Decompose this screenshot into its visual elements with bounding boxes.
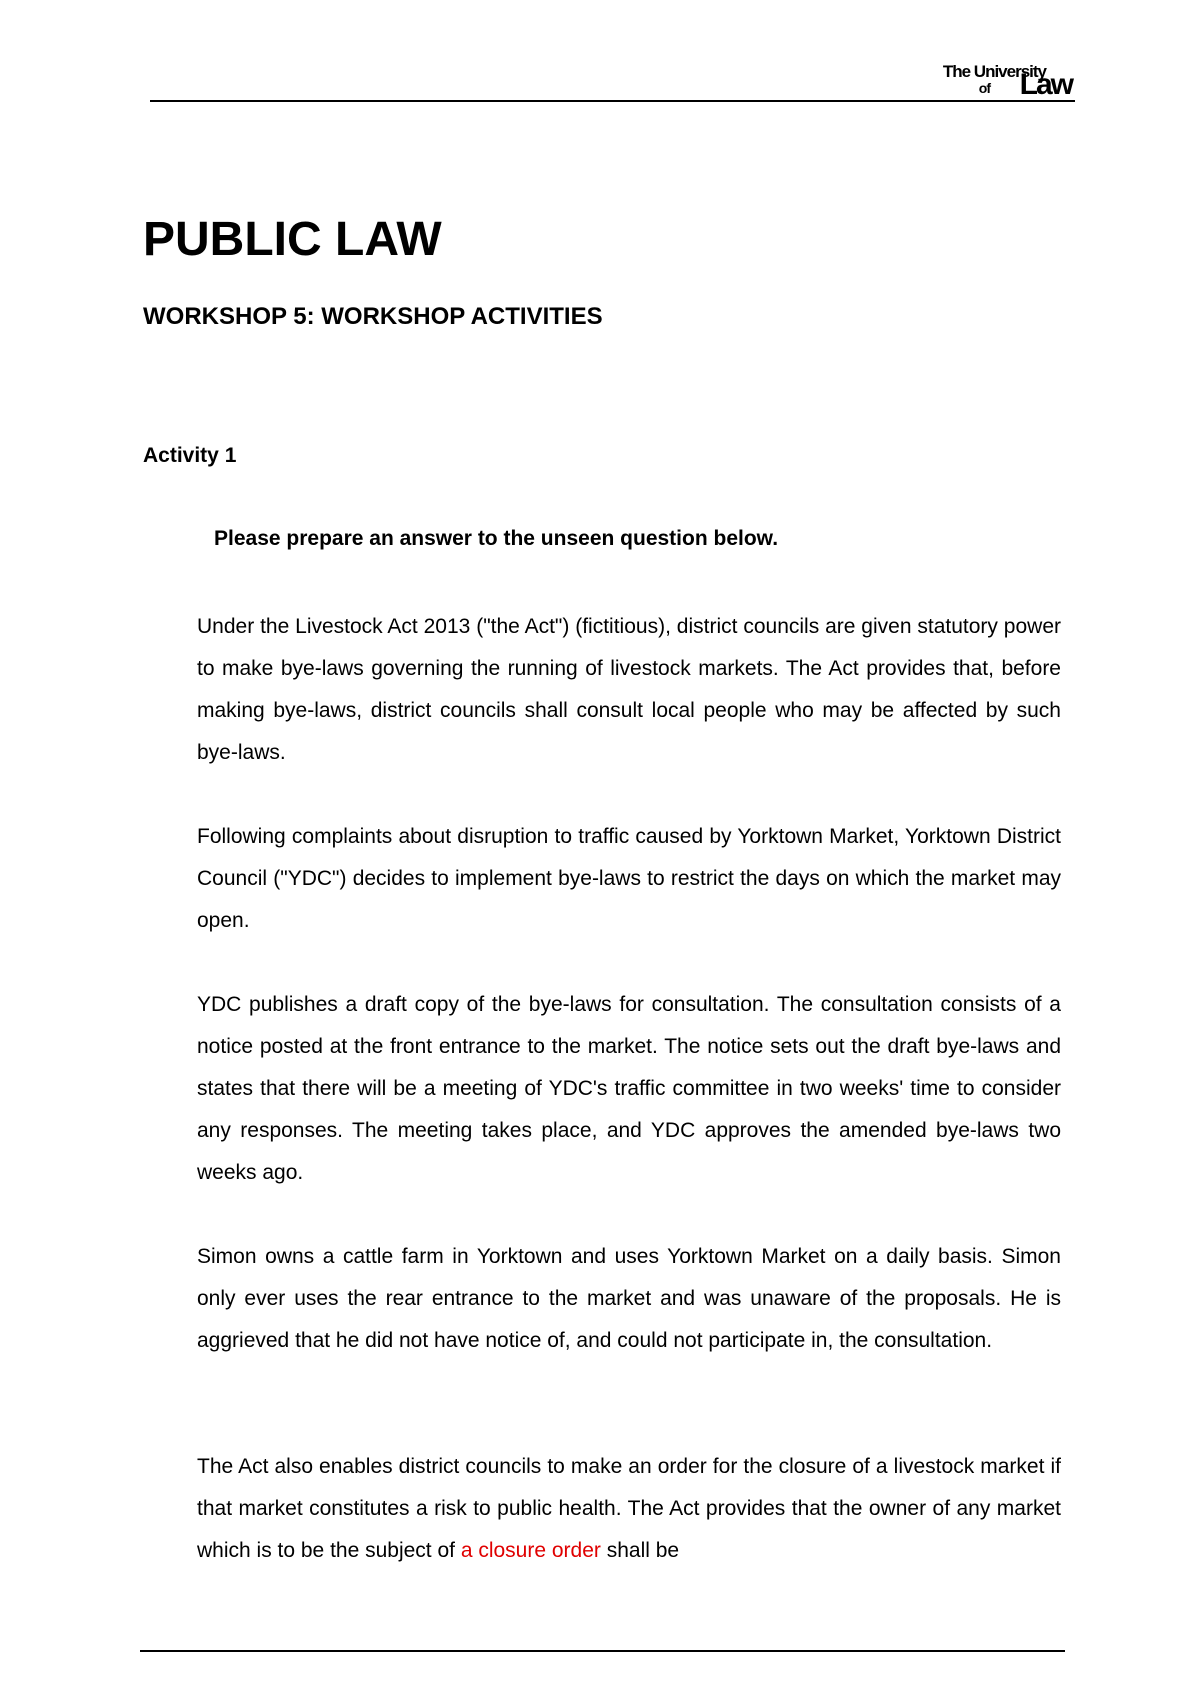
footer-divider [140,1650,1065,1652]
header-divider [150,100,1075,102]
instruction-text: Please prepare an answer to the unseen question below. [214,527,779,550]
logo-text-university: The University [942,62,1046,81]
paragraph-simon: Simon owns a cattle farm in Yorktown and uses Yorktown Market on a daily basis. Simon only ever uses the rear entrance to the market and was unaware of the proposals. He is aggrieved that he did not have notice of, and could not participate in, the consultation. [197,1245,1061,1352]
logo-text-law: Law [1019,68,1072,101]
closure-order-highlight: a closure order [460,1539,601,1562]
paragraph-closure-order [197,1446,1061,1572]
logo-text-of: of [978,80,990,96]
paragraph-complaints: Following complaints about disruption to traffic caused by Yorktown Market, Yorktown District Council ("YDC") decides to implement bye-laws to restrict the days on which the market may open. [197,825,1061,932]
page-title: PUBLIC LAW [143,213,442,266]
closure-text-after: shall be [600,1539,680,1562]
paragraph-consultation: YDC publishes a draft copy of the bye-laws for consultation. The consultation consists of a notice posted at the front entrance to the market. The notice sets out the draft bye-laws and states that there will be a meeting of YDC's traffic committee in two weeks' time to consider any responses. The meeting takes place, and YDC approves the amended bye-laws two weeks ago. [197,993,1061,1184]
page-subtitle: WORKSHOP 5: WORKSHOP ACTIVITIES [143,303,603,330]
activity-heading: Activity 1 [143,444,237,467]
university-of-law-logo [852,60,1072,100]
paragraph-livestock-act: Under the Livestock Act 2013 ("the Act") (fictitious), district councils are given statutory power to make bye-laws governing the running of livestock markets. The Act provides that, before making bye-laws, district councils shall consult local people who may be affected by such bye-laws. [197,615,1061,764]
closure-text-before: The Act also enables district councils to make an order for the closure of a livestock market if that market constitutes a risk to public health. The Act provides that the owner of any market which is to be the subject of [197,1455,1061,1562]
